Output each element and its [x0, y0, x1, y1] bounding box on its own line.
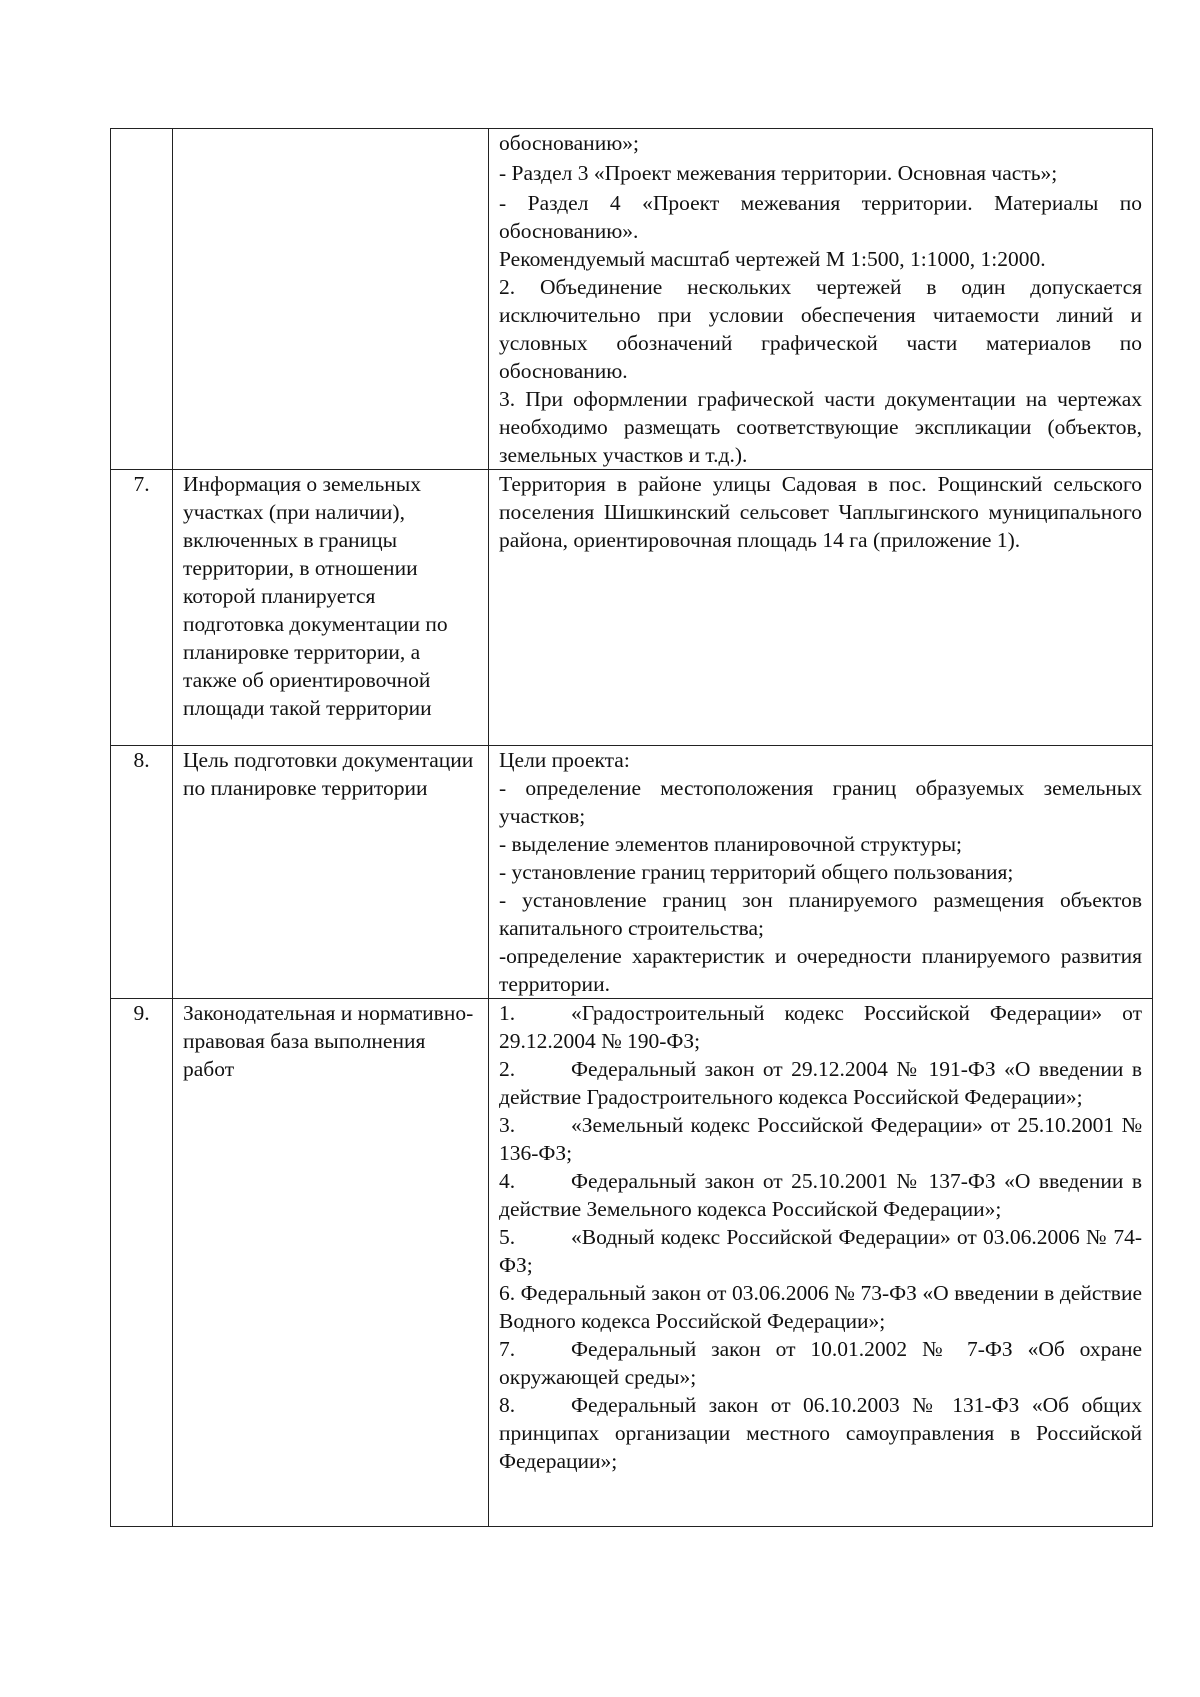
law-list-item: [499, 1167, 1142, 1223]
law-number: 5.: [499, 1225, 516, 1249]
row-title: Цель подготовки документации по планировке территории: [173, 746, 489, 999]
law-number: 2.: [499, 1057, 516, 1081]
law-list-item: [499, 1111, 1142, 1167]
table-row: [111, 470, 1153, 746]
law-number: 4.: [499, 1169, 516, 1193]
table-row: [111, 129, 1153, 470]
law-list-item: [499, 999, 1142, 1055]
law-list-item: [499, 1335, 1142, 1391]
description-line: - установление границ территорий общего пользования;: [499, 860, 1014, 884]
description-line: - Раздел 4 «Проект межевания территории. Материалы по обоснованию».: [499, 191, 1142, 243]
description-line: -определение характеристик и очередности планируемого развития территории.: [499, 944, 1142, 996]
requirements-table: [110, 128, 1153, 1527]
law-list-item: [499, 1223, 1142, 1279]
row-title: Информация о земельных участках (при наличии), включенных в границы территории, в отношении которой планируется подготовка документации по планировке территории, а также об ориентировочной площади такой территории: [173, 470, 489, 746]
law-text: Федеральный закон от 10.01.2002 № 7-ФЗ «Об охране окружающей среды»;: [499, 1337, 1142, 1389]
law-text: Федеральный закон от 25.10.2001 № 137-ФЗ «О введении в действие Земельного кодекса Российской Федерации»;: [499, 1169, 1142, 1221]
law-text: Федеральный закон от 29.12.2004 № 191-ФЗ «О введении в действие Градостроительного кодекса Российской Федерации»;: [499, 1057, 1142, 1109]
row-title: Законодательная и нормативно-правовая база выполнения работ: [173, 999, 489, 1527]
law-list-item: [499, 1391, 1142, 1475]
row-description: [489, 470, 1153, 746]
description-line: - Раздел 3 «Проект межевания территории. Основная часть»;: [499, 161, 1058, 185]
row-description: [489, 999, 1153, 1527]
table-row: [111, 746, 1153, 999]
description-line: 2. Объединение нескольких чертежей в один допускается исключительно при условии обеспечения читаемости линий и условных обозначений графической части материалов по обоснованию.: [499, 275, 1142, 383]
law-number: 7.: [499, 1337, 516, 1361]
law-text: «Земельный кодекс Российской Федерации» от 25.10.2001 № 136-ФЗ;: [499, 1113, 1142, 1165]
description-line: обоснованию»;: [499, 131, 639, 155]
description-line: Рекомендуемый масштаб чертежей М 1:500, 1:1000, 1:2000.: [499, 247, 1046, 271]
row-number: [111, 129, 173, 470]
description-line: Цели проекта:: [499, 748, 630, 772]
row-number: 7.: [111, 470, 173, 746]
law-number: 3.: [499, 1113, 516, 1137]
law-number: 1.: [499, 1001, 516, 1025]
law-list-item: 6. Федеральный закон от 03.06.2006 № 73-ФЗ «О введении в действие Водного кодекса Российской Федерации»;: [499, 1281, 1142, 1333]
description-line: - выделение элементов планировочной структуры;: [499, 832, 963, 856]
law-text: «Водный кодекс Российской Федерации» от 03.06.2006 № 74-ФЗ;: [499, 1225, 1142, 1277]
law-text: «Градостроительный кодекс Российской Федерации» от 29.12.2004 № 190-ФЗ;: [499, 1001, 1142, 1053]
row-number: 8.: [111, 746, 173, 999]
row-description: [489, 746, 1153, 999]
description-line: 3. При оформлении графической части документации на чертежах необходимо размещать соответствующие экспликации (объектов, земельных участков и т.д.).: [499, 387, 1142, 467]
law-list-item: [499, 1055, 1142, 1111]
row-description: [489, 129, 1153, 470]
row-title: [173, 129, 489, 470]
law-number: 8.: [499, 1393, 516, 1417]
description-line: - определение местоположения границ образуемых земельных участков;: [499, 776, 1142, 828]
table-row: [111, 999, 1153, 1527]
description-line: - установление границ зон планируемого размещения объектов капитального строительства;: [499, 888, 1142, 940]
law-text: Федеральный закон от 06.10.2003 № 131-ФЗ «Об общих принципах организации местного самоуправления в Российской Федерации»;: [499, 1393, 1142, 1473]
row-number: 9.: [111, 999, 173, 1527]
description-line: Территория в районе улицы Садовая в пос. Рощинский сельского поселения Шишкинский сельсовет Чаплыгинского муниципального района, ориентировочная площадь 14 га (приложение 1).: [499, 472, 1142, 552]
